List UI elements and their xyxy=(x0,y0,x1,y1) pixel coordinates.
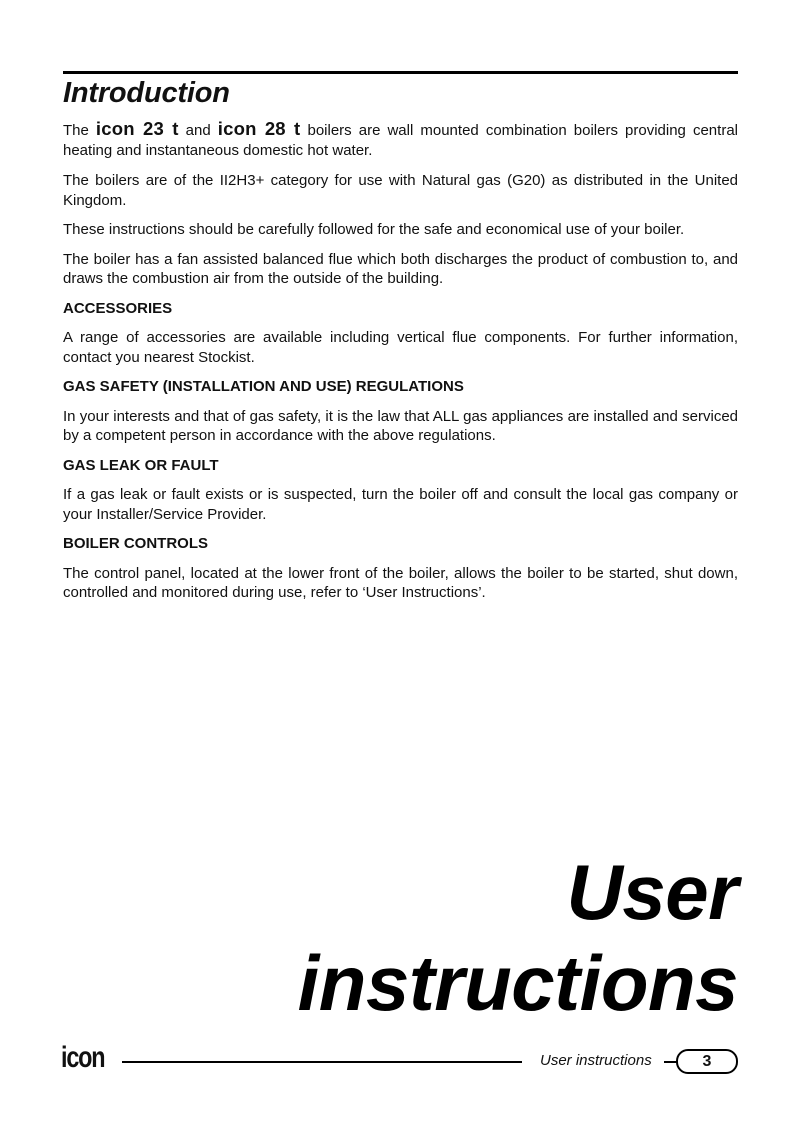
section-title-gas-safety: GAS SAFETY (INSTALLATION AND USE) REGULATIONS xyxy=(63,378,464,395)
page-number-badge xyxy=(676,1049,738,1074)
intro-text-2: and xyxy=(178,122,218,139)
product-name-1: icon 23 t xyxy=(95,118,179,139)
top-rule xyxy=(63,71,738,74)
section-title-boiler-controls: BOILER CONTROLS xyxy=(63,535,208,552)
instructions-paragraph: These instructions should be carefully followed for the safe and economical use of your boiler. xyxy=(63,221,685,238)
footer-logo: icon xyxy=(61,1041,105,1074)
category-paragraph: The boilers are of the II2H3+ category for use with Natural gas (G20) as distributed in the United Kingdom. xyxy=(63,172,738,209)
product-name-2: icon 28 t xyxy=(217,118,301,139)
footer-rule xyxy=(122,1061,522,1063)
section-body-gas-leak: If a gas leak or fault exists or is suspected, turn the boiler off and consult the local gas company or your Installer/Service Provider. xyxy=(63,486,738,523)
section-title-accessories: ACCESSORIES xyxy=(63,299,173,317)
page-heading: Introduction xyxy=(63,77,230,109)
intro-paragraph xyxy=(63,119,738,161)
big-title-line-1: User xyxy=(566,848,738,936)
big-title-line-2: instructions xyxy=(297,939,738,1027)
intro-text-3: boilers are wall mounted combination boilers providing central heating and instantaneous domestic hot water. xyxy=(63,122,738,159)
section-body-accessories: A range of accessories are available including vertical flue components. For further information, contact you nearest Stockist. xyxy=(63,329,738,366)
section-body-gas-safety: In your interests and that of gas safety, it is the law that ALL gas appliances are installed and serviced by a competent person in accordance with the above regulations. xyxy=(63,407,738,444)
footer-section-label: User instructions xyxy=(540,1052,652,1069)
page-number: 3 xyxy=(702,1053,712,1070)
flue-paragraph: The boiler has a fan assisted balanced flue which both discharges the product of combustion to, and draws the combustion air from the outside of the building. xyxy=(63,250,738,287)
section-title-gas-leak: GAS LEAK OR FAULT xyxy=(63,456,219,474)
document-body xyxy=(63,76,738,613)
intro-text-1: The xyxy=(63,122,96,139)
section-body-boiler-controls: The control panel, located at the lower front of the boiler, allows the boiler to be started, shut down, controlled and monitored during use, refer to ‘User Instructions’. xyxy=(63,564,738,601)
